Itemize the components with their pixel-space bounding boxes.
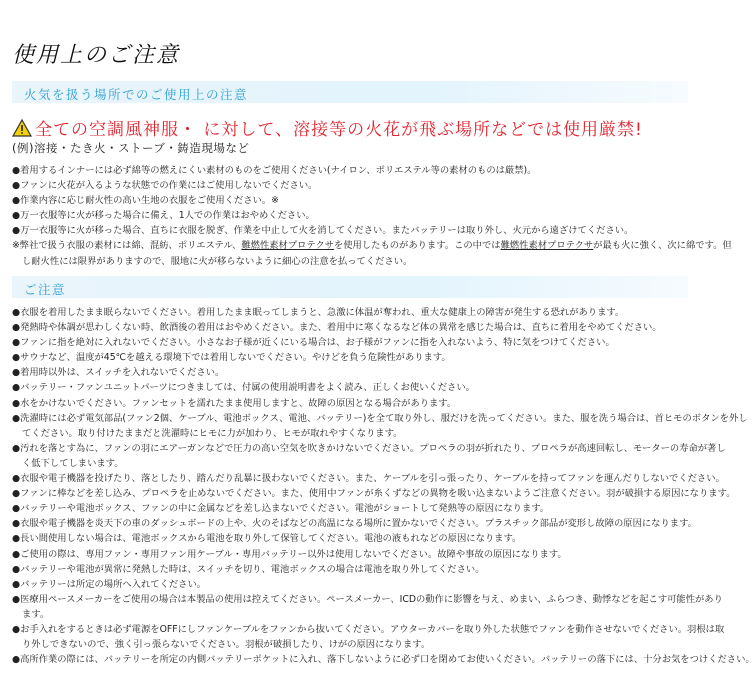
list-item xyxy=(12,208,696,223)
list-item-text: し耐火性には限界がありますので、服地に火が移らないように細心の注意を払ってください。 xyxy=(22,255,413,267)
list-item-text: ●ファンに火花が入るような状態での作業にはご使用しないでください。 xyxy=(12,180,318,192)
warning-triangle-icon xyxy=(12,119,32,137)
list-item: ●水をかけないでください。ファンセットを濡れたまま使用しますと、故障の原因となる場合があります。 xyxy=(12,397,457,409)
list-item: り外しできないので、強く引っ張らないでください。羽根が破損したり、けがの原因になります。 xyxy=(22,639,431,651)
list-item: ●洗濯時には必ず電気部品(ファン2個、ケーブル、電池ボックス、電池、バッテリー)を全て取り外し、服だけを洗ってください。また、服を洗う場合は、首ヒモのボタンを外し xyxy=(12,412,748,424)
list-item-text: ●着用するインナーには必ず綿等の燃えにくい素材のものをご使用ください(ナイロン、ポリエステル等の素材のものは厳禁)。 xyxy=(12,165,537,176)
list-item: ●汚れを落とす為に、ファンの羽にエアーガンなどで圧力の高い空気を吹きかけないでください。プロペラの羽が折れたり、プロペラが高速回転し、モーターの寿命が著し xyxy=(12,442,726,454)
list-item: ●バッテリー・ファンユニットパーツにつきましては、付属の使用説明書をよく読み、正しくお使いください。 xyxy=(12,382,475,394)
caution-list xyxy=(12,305,755,667)
list-item: ●バッテリーや電池が異常に発熱した時は、スイッチを切り、電池ボックスの場合は電池を取り外してください。 xyxy=(12,563,485,575)
list-item: ●サウナなど、温度が45℃を越える環境下では着用しないでください。やけどを負う危険性があります。 xyxy=(12,352,451,364)
list-item: ●ファンに指を絶対に入れないでください。小さなお子様が近くにいる場合は、お子様がファンに指を入れないよう、特に気をつけてください。 xyxy=(12,337,615,349)
list-item xyxy=(12,254,696,269)
list-item: ●お手入れをするときは必ず電源をOFFにしファンケーブルをファンから抜いてください。アウターカバーを取り外した状態でファンを動作させないでください。羽根は取 xyxy=(12,623,725,635)
list-item: ●ファンに棒などを差し込み、プロペラを止めないでください。また、使用中ファンが糸くずなどの異物を吸い込まないようご注意ください。羽が破損する原因になります。 xyxy=(12,488,736,500)
list-item xyxy=(12,238,732,253)
list-item-text: ●作業内容に応じ耐火性の高い生地の衣服をご使用ください。※ xyxy=(12,195,279,207)
list-item: ●着用時以外は、スイッチを入れないでください。 xyxy=(12,367,225,379)
section-heading-caution: ご注意 xyxy=(24,282,67,297)
list-item: ●医療用ペースメーカーをご使用の場合は本製品の使用は控えてください。ペースメーカー、ICDの動作に影響を与え、めまい、ふらつき、動悸などを起こす可能性があり xyxy=(12,593,723,605)
section-heading-fire: 火気を扱う場所でのご使用上の注意 xyxy=(24,87,249,102)
fire-precautions-list xyxy=(12,163,732,269)
example-text: (例)溶接・たき火・ストーブ・鋳造現場など xyxy=(12,141,250,155)
material-link[interactable]: 難燃性素材プロテクサ xyxy=(500,240,594,252)
list-item-text: ※弊社で扱う衣服の素材には綿、混紡、ポリエステル、 xyxy=(12,240,242,252)
list-item: ●バッテリーは所定の場所へ入れてください。 xyxy=(12,578,207,590)
list-item xyxy=(12,193,696,208)
warning-text: 全ての空調風神服・ に対して、溶接等の火花が飛ぶ場所などでは使用厳禁! xyxy=(35,120,643,140)
list-item-text: ●万一衣服等に火が移った場合に備え、1人での作業はおやめください。 xyxy=(12,210,315,222)
list-item-text: ●万一衣服等に火が移った場合、直ちに衣服を脱ぎ、作業を中止して火を消してください。またバッテリーは取り外し、火元から遠ざけてください。 xyxy=(12,225,634,237)
list-item: ●高所作業の際には、バッテリーを所定の内側バッテリーポケットに入れ、落下しないように必ず口を閉めてお使いください。バッテリーの落下には、十分お気をつけください。 xyxy=(12,654,755,666)
list-item xyxy=(12,163,696,178)
list-item-text: が最も火に強く、次に綿です。但 xyxy=(593,240,732,252)
list-item: ●ご使用の際は、専用ファン・専用ファン用ケーブル・専用バッテリー以外は使用しないでください。故障や事故の原因になります。 xyxy=(12,548,567,560)
material-link[interactable]: 難燃性素材プロテクサ xyxy=(241,240,334,252)
list-item: ●発熱時や体調が思わしくない時、飲酒後の着用はおやめください。また、着用中に寒くなるなど体の異常を感じた場合は、直ちに着用をやめてください。 xyxy=(12,322,662,334)
list-item: ●バッテリーや電池ボックス、ファンの中に金属などを差し込まないでください。電池がショートして発熱等の原因になります。 xyxy=(12,503,550,515)
list-item: ●衣服を着用したまま眠らないでください。着用したまま眠ってしまうと、急激に体温が奪われ、重大な健康上の障害が発生する恐れがあります。 xyxy=(12,307,625,318)
page-title: 使用上のご注意 xyxy=(12,43,181,68)
list-item: ●衣服や電子機器を炎天下の車のダッシュボードの上や、火のそばなどの高温になる場所に置かないでください。プラスチック部品が変形し故障の原因になります。 xyxy=(12,518,697,530)
list-item: ます。 xyxy=(22,608,50,620)
list-item: ●長い間使用しない場合は、電池ボックスから電池を取り外して保管してください。電池の液もれなどの原因になります。 xyxy=(12,533,522,545)
fire-warning xyxy=(12,115,643,140)
list-item xyxy=(12,178,696,193)
section-banner-fire xyxy=(12,81,688,103)
list-item-text: を使用したものがあります。この中では xyxy=(333,240,501,252)
section-banner-caution xyxy=(12,276,688,298)
list-item: く低下してしまいます。 xyxy=(22,457,124,469)
list-item: ●衣服や電子機器を投げたり、落としたり、踏んだり乱暴に扱わないでください。また、ケーブルを引っ張ったり、ケーブルを持ってファンを運んだりしないでください。 xyxy=(12,473,725,485)
list-item xyxy=(12,223,696,238)
list-item: てください。取り付けたままだと洗濯時にヒモに力が加わり、ヒモが取れやすくなります。 xyxy=(22,427,403,439)
